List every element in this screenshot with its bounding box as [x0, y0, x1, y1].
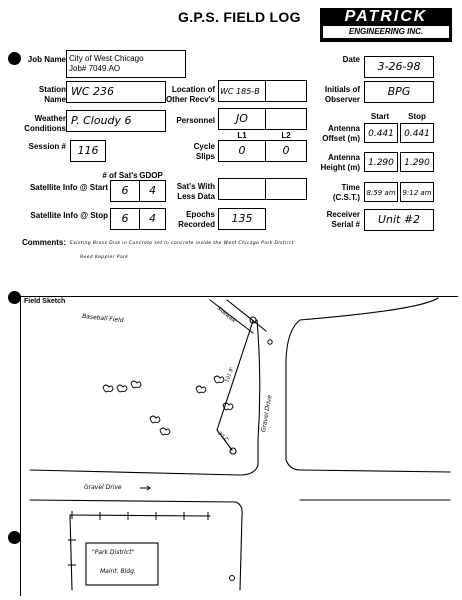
offset-start-value: 0.441 — [368, 129, 394, 139]
station-name-label: Station Name — [38, 85, 66, 104]
epochs-value: 135 — [231, 212, 253, 225]
sats-stop-value: 6 — [121, 212, 129, 225]
receiver-serial-value: Unit #2 — [377, 213, 421, 226]
sat-info-stop-label: Satellite Info @ Stop — [30, 211, 108, 220]
tree-icon — [103, 385, 113, 392]
receiver-serial-label: Receiver Serial # — [326, 210, 360, 229]
drive-edge-right — [286, 298, 450, 472]
l2-header: L2 — [281, 131, 291, 140]
comments-line-2: Reed Keppler Park — [80, 255, 129, 260]
weather-label: Weather Conditions — [24, 114, 66, 133]
location-other-label: Location of Other Recv's — [165, 85, 215, 104]
initials-value: BPG — [387, 85, 411, 98]
l1-header: L1 — [237, 131, 247, 140]
arrow-icon — [140, 486, 150, 490]
antenna-offset-label: Antenna Offset (m) — [322, 124, 360, 143]
station-mark — [230, 448, 236, 454]
tree-icon — [214, 376, 224, 383]
time-start-value: 8:59 am — [366, 189, 396, 197]
drive-mark — [268, 340, 272, 344]
time-stop-value: 9:12 am — [402, 189, 432, 197]
station-name-value: WC 236 — [71, 85, 115, 98]
personnel-value: JO — [236, 112, 248, 125]
tree-icon — [131, 381, 141, 388]
comments-label: Comments: — [22, 238, 67, 247]
num-sats-header: # of Sat's — [102, 171, 138, 180]
job-name-label: Job Name — [27, 55, 66, 64]
session-value: 116 — [77, 144, 99, 157]
time-label: Time (C.S.T.) — [332, 183, 360, 202]
logo-subtitle: ENGINEERING INC. — [323, 26, 449, 38]
tree-icon — [150, 416, 160, 423]
measure-line — [217, 321, 253, 430]
job-number-value: Job# 7049.AO — [69, 64, 121, 73]
building-type-label: Maint. Bldg. — [100, 568, 136, 575]
gdop-stop-value: 4 — [149, 212, 156, 225]
sat-info-start-label: Satellite Info @ Start — [29, 183, 108, 192]
distance-long-label: 101.9' — [224, 366, 236, 384]
tree-icon — [117, 385, 127, 392]
logo-name: PATRICK — [344, 8, 428, 25]
date-value: 3-26-98 — [377, 60, 421, 73]
field-sketch-label: Field Sketch — [24, 298, 66, 305]
job-name-value: City of West Chicago — [69, 54, 144, 63]
initials-label: Initials of Observer — [324, 85, 360, 104]
comments-line-1: Existing Brass Disk in Concrete set in concrete inside the West Chicago Park District — [70, 241, 294, 246]
offset-stop-value: 0.441 — [404, 129, 430, 139]
gdop-start-value: 4 — [149, 184, 156, 197]
personnel-label: Personnel — [176, 116, 215, 125]
gravel-drive-vertical-label: Gravel Drive — [260, 394, 274, 433]
tree-icon — [160, 428, 170, 435]
fence-line-top — [70, 515, 210, 516]
fence-line-side — [70, 515, 72, 590]
session-label: Session # — [28, 142, 66, 151]
height-start-value: 1.290 — [368, 158, 394, 168]
antenna-height-label: Antenna Height (m) — [320, 153, 360, 172]
cycle-l2-value: 0 — [282, 144, 290, 157]
epochs-label: Epochs Recorded — [178, 210, 215, 229]
gravel-drive-horizontal-label: Gravel Drive — [84, 484, 122, 491]
sidewalk-right — [227, 300, 266, 331]
sats-start-value: 6 — [121, 184, 129, 197]
cycle-l1-value: 0 — [238, 144, 246, 157]
gdop-header: GDOP — [139, 171, 163, 180]
height-stop-value: 1.290 — [404, 158, 430, 168]
tree-icon — [196, 386, 206, 393]
building-name-label: "Park District" — [92, 549, 135, 556]
building-mark — [230, 576, 235, 581]
baseball-field-label: Baseball Field — [81, 312, 124, 325]
stop-header: Stop — [408, 112, 426, 121]
sidewalk-label: Sidewalk — [215, 305, 237, 325]
distance-short-label: 30.2' — [216, 430, 230, 444]
weather-value: P. Cloudy 6 — [71, 114, 132, 127]
road-edge-bottom — [30, 500, 242, 590]
location-other-value: WC 185-B — [220, 87, 260, 96]
page-title: G.P.S. FIELD LOG — [178, 9, 301, 25]
drive-edge-left — [30, 320, 260, 475]
sats-less-data-label: Sat's With Less Data — [176, 182, 215, 201]
date-label: Date — [342, 55, 360, 64]
start-header: Start — [370, 112, 390, 121]
cycle-slips-label: Cycle Slips — [193, 142, 215, 161]
